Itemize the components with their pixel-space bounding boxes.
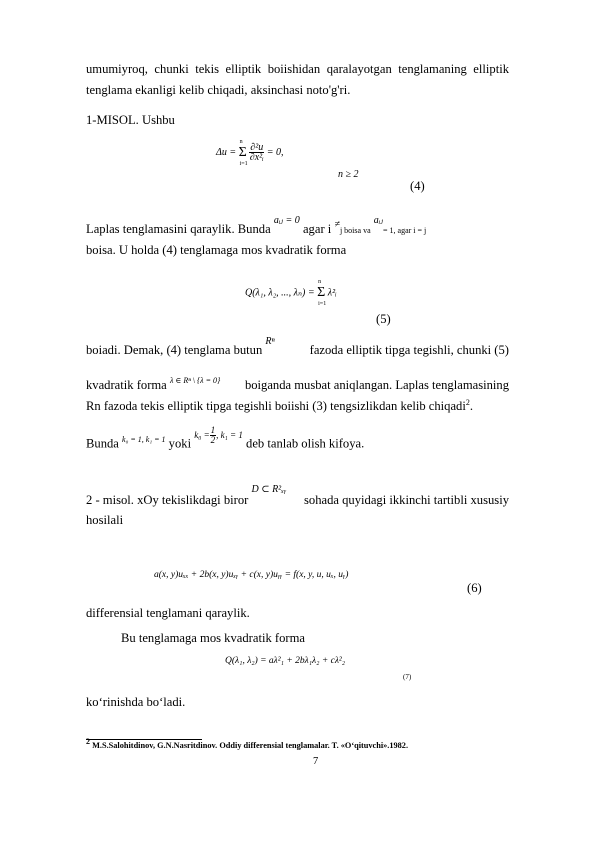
p3-text-a: boiadi. Demak, (4) tenglama butun: [86, 343, 263, 357]
p2-text-b: agar i: [302, 222, 332, 236]
paragraph1-line2: tenglama ekanligi kelib chiqadi, aksinchasi noto'g'ri.: [86, 83, 351, 97]
equation-7: Q(λ₁, λ₂) = aλ²₁ + 2bλ₁λ₂ + cλ²₂: [225, 656, 346, 666]
p4-text-c: deb tanlab olish kifoya.: [246, 436, 365, 451]
footnote: [86, 737, 409, 750]
page-number: 7: [313, 756, 319, 767]
p4-text-b: yoki: [168, 436, 192, 451]
p4-math1: k₀ = 1, k₁ = 1: [122, 434, 166, 444]
paragraph3-line3: [86, 399, 473, 414]
eq4-condition: n ≥ 2: [338, 169, 359, 180]
p2-text-d: = 1, agar i = j: [383, 226, 427, 235]
eq5-term: λ²ᵢ: [327, 287, 337, 299]
eq4-frac-den: ∂x²ᵢ: [249, 152, 264, 163]
p3-text-line3: Rn fazoda tekis elliptik tipga tegishli boiishi (3) tengsizlikdan kelib chiqadi: [86, 399, 466, 413]
eq4-sum-upper: n: [239, 138, 243, 145]
eq5-sum-lower: i=1: [318, 301, 327, 307]
p3-text-line2b: boiganda musbat aniqlangan. Laplas tenglamasining: [244, 378, 509, 392]
paragraph5-line1: differensial tenglamani qaraylik.: [86, 606, 250, 620]
footnote-separator: [86, 739, 202, 740]
p4-frac-den: 2: [210, 435, 216, 445]
p2-text-c: j boisa va: [339, 226, 371, 235]
eq5-sum: Σ n i=1: [317, 279, 327, 307]
p4-frac-num: 1: [210, 425, 216, 435]
p4-text-a: Bunda: [86, 436, 119, 451]
example1-heading: 1-MISOL. Ushbu: [86, 113, 175, 127]
paragraph4: [86, 425, 365, 455]
p4-math2: [194, 425, 243, 445]
ex2-text-b: sohada quyidagi ikkinchi tartibli xususiy: [304, 493, 509, 507]
equation-6: a(x, y)uₓₓ + 2b(x, y)uₓᵧ + c(x, y)uᵧᵧ = f(x, y, u, uₓ, uᵧ): [154, 570, 349, 580]
paragraph3-line2: [86, 378, 509, 394]
p2-text-a: Laplas tenglamasini qaraylik. Bunda: [86, 222, 271, 236]
paragraph2-line1: [86, 215, 427, 238]
eq5-sum-upper: n: [318, 279, 322, 285]
eq4-lhs: Δu =: [216, 146, 237, 158]
p3-math-lambda: λ ∈ Rⁿ \ {λ = 0}: [169, 376, 221, 385]
p3-text-line3-end: .: [469, 399, 473, 413]
p4-math2-b: , k₁ = 1: [216, 429, 243, 440]
eq4-frac-num: ∂²u: [250, 142, 264, 153]
p3-math-rn: Rⁿ: [265, 336, 275, 347]
example2-line2: hosilali: [86, 513, 124, 527]
eq4-sum-lower: i=1: [239, 160, 248, 167]
eq5-lhs: Q(λ₁, λ₂, ..., λₙ) =: [245, 287, 315, 299]
paragraph2-line2: boisa. U holda (4) tenglamaga mos kvadratik forma: [86, 243, 347, 257]
footnote-mark: 2: [86, 737, 90, 747]
paragraph3-line1: [86, 336, 509, 359]
equation-4: [216, 138, 284, 167]
equation-5: [245, 279, 337, 307]
paragraph6-line1: Bu tenglamaga mos kvadratik forma: [121, 631, 305, 645]
eq4-rhs: = 0,: [266, 146, 284, 158]
p3-text-line2a: kvadratik forma: [86, 378, 167, 392]
ex2-text-a: 2 - misol. xOy tekislikdagi biror: [86, 493, 249, 507]
p2-math-aij: aᵢⱼ: [373, 215, 384, 226]
eq6-number: (6): [467, 581, 482, 595]
paragraph1-line1: umumiyroq, chunki tekis elliptik boiishidan qaralayotgan tenglamaning elliptik: [86, 62, 509, 76]
footnote-text: M.S.Salohitdinov, G.N.Nasritdinov. Oddiy differensial tenglamalar. T. «O‘qituvchi».1982.: [92, 741, 409, 750]
p2-neq: ≠: [334, 219, 340, 230]
eq4-sum: Σ n i=1: [238, 138, 248, 167]
p3-text-b: fazoda elliptik tipga tegishli, chunki (5): [309, 343, 509, 357]
p4-math2-a: k₀ =: [194, 429, 210, 440]
eq5-number: (5): [376, 312, 391, 326]
eq4-number: (4): [410, 179, 425, 193]
ex2-math-domain: D ⊂ R²ₓᵧ: [251, 484, 287, 495]
eq7-number: (7): [403, 673, 412, 681]
eq4-fraction: [249, 143, 264, 162]
paragraph7-line1: ko‘rinishda bo‘ladi.: [86, 695, 186, 709]
p2-math-aij-zero: aᵢⱼ = 0: [273, 215, 300, 226]
footnote-ref-2[interactable]: 2: [465, 397, 470, 407]
